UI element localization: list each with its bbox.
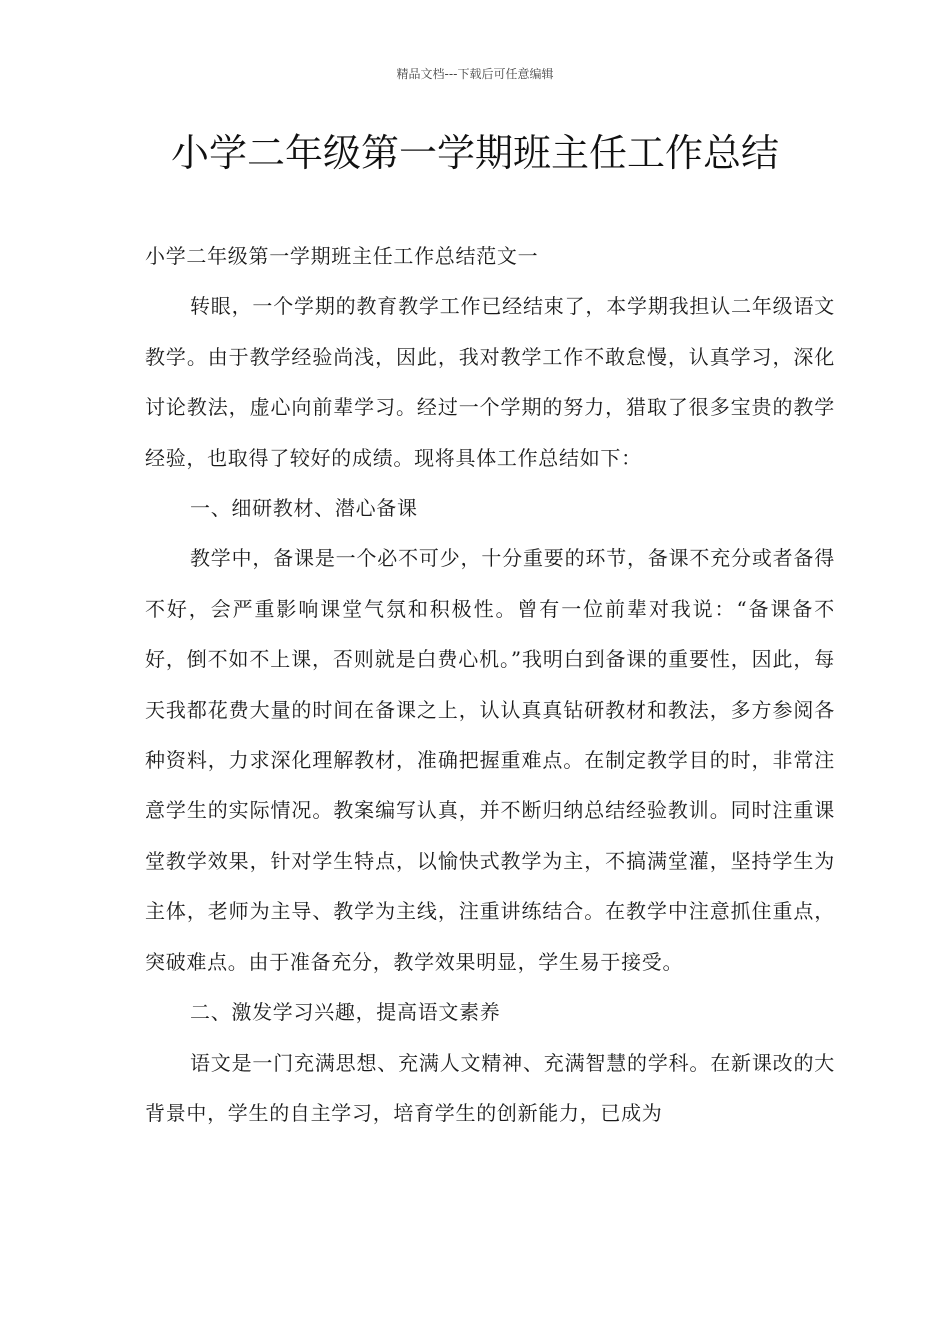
section-heading-1: 一、细研教材、潜心备课: [190, 496, 418, 521]
section-2-paragraph: 语文是一门充满思想、充满人文精神、充满智慧的学科。在新课改的大背景中，学生的自主学习，培育学生的创新能力，已成为: [145, 1050, 835, 1125]
intro-paragraph: 转眼，一个学期的教育教学工作已经结束了，本学期我担认二年级语文教学。由于教学经验尚浅，因此，我对教学工作不敢怠慢，认真学习，深化讨论教法，虚心向前辈学习。经过一个学期的努力，猎取了很多宝贵的教学经验，也取得了较好的成绩。现将具体工作总结如下：: [145, 294, 835, 470]
section-heading-2: 二、激发学习兴趣，提高语文素养: [190, 1000, 501, 1025]
section-1-paragraph: 教学中，备课是一个必不可少，十分重要的环节，备课不充分或者备得不好，会严重影响课堂气氛和积极性。曾有一位前辈对我说：“备课备不好，倒不如不上课，否则就是白费心机。”我明白到备课的重要性，因此，每天我都花费大量的时间在备课之上，认认真真钻研教材和教法，多方参阅各种资料，力求深化理解教材，准确把握重难点。在制定教学目的时，非常注意学生的实际情况。教案编写认真，并不断归纳总结经验教训。同时注重课堂教学效果，针对学生特点，以愉快式教学为主，不搞满堂灌，坚持学生为主体，老师为主导、教学为主线，注重讲练结合。在教学中注意抓住重点，突破难点。由于准备充分，教学效果明显，学生易于接受。: [145, 546, 835, 974]
subtitle-paragraph: 小学二年级第一学期班主任工作总结范文一: [145, 244, 539, 268]
document-body: [145, 231, 835, 1138]
document-title: 小学二年级第一学期班主任工作总结: [170, 131, 779, 175]
header-note: 精品文档---下载后可任意编辑: [396, 67, 554, 81]
